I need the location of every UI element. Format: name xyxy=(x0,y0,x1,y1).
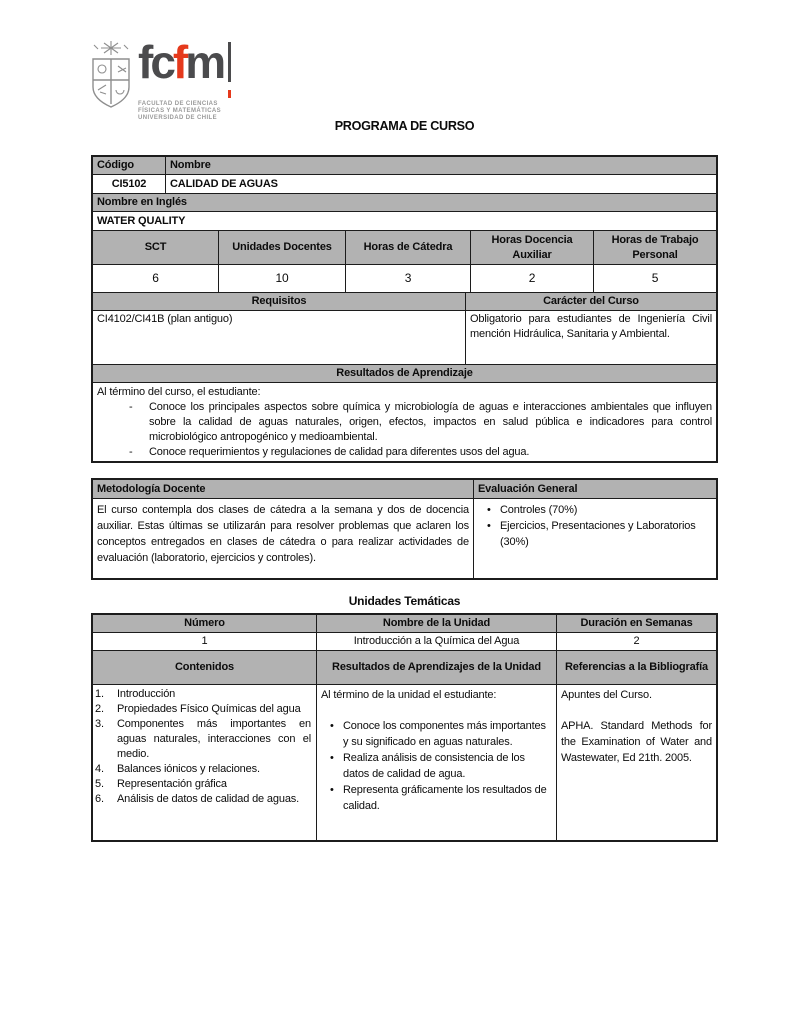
logo-caption-line: UNIVERSIDAD DE CHILE xyxy=(138,115,218,121)
university-shield-icon xyxy=(88,40,134,114)
requisitos-value-cell: CI4102/CI41B (plan antiguo) xyxy=(97,313,233,325)
metodologia-text-cell: El curso contempla dos clases de cátedra a la semana y dos de docencia auxiliar. Estas últimas se utilizarán para resolver problemas que aclaren los conceptos entregados en clases de cátedra o para realizar actividades de evaluación (laboratorio, ejercicios y controles). xyxy=(97,504,469,564)
table-row xyxy=(93,480,716,498)
nombre-ingles-header-cell: Nombre en Inglés xyxy=(93,194,716,211)
metodologia-header-cell: Metodología Docente xyxy=(93,480,473,498)
evaluacion-list-cell xyxy=(473,499,716,578)
resultado-item: - Conoce los principales aspectos sobre química y microbiología de aguas e interacciones ambientales que influyen sobre la calidad de aguas naturales, origen, efectos, impactos en salud pública e indicadores para control microbiológico antropogénico y medioambiental. xyxy=(97,400,712,445)
resultados-unidad-content-cell xyxy=(316,685,556,840)
logo-letter-m: m xyxy=(185,36,224,88)
table-row xyxy=(93,174,716,193)
horas-trabajo-personal-header-cell: Horas de Trabajo Personal xyxy=(593,231,716,264)
course-info-table xyxy=(91,155,718,463)
resultados-intro-text: Al término del curso, el estudiante: xyxy=(97,386,261,398)
horas-catedra-value-cell: 3 xyxy=(345,265,470,292)
duracion-value-cell: 2 xyxy=(556,633,716,650)
numero-header-cell: Número xyxy=(93,615,316,632)
fcfm-logo xyxy=(88,36,231,122)
horas-trabajo-personal-value-cell: 5 xyxy=(593,265,716,292)
contenido-item: Representación gráfica xyxy=(117,778,227,790)
logo-caption-line: FACULTAD DE CIENCIAS xyxy=(138,101,218,107)
table-row xyxy=(93,615,716,632)
star-rays xyxy=(94,41,128,55)
spacer xyxy=(321,703,552,718)
nombre-unidad-header-cell: Nombre de la Unidad xyxy=(316,615,556,632)
contenido-item: Componentes más importantes en aguas naturales, interacciones con el medio. xyxy=(117,718,311,760)
logo-wordmark xyxy=(138,36,231,98)
horas-catedra-header-cell: Horas de Cátedra xyxy=(345,231,470,264)
table-row xyxy=(93,364,716,382)
table-row xyxy=(93,211,716,230)
table-row xyxy=(93,264,716,292)
logo-vertical-bar xyxy=(228,42,231,98)
contenido-item: Análisis de datos de calidad de aguas. xyxy=(117,793,300,805)
evaluacion-item: • Ejercicios, Presentaciones y Laboratorios (30%) xyxy=(478,518,712,550)
referencias-header-cell: Referencias a la Bibliografía xyxy=(556,651,716,684)
spacer xyxy=(561,703,712,718)
resultado-unidad-item: • Realiza análisis de consistencia de los datos de calidad de agua. xyxy=(321,750,552,782)
requisitos-header-cell: Requisitos xyxy=(93,293,465,310)
unidades-docentes-value-cell: 10 xyxy=(218,265,345,292)
referencias-content-cell xyxy=(556,685,716,840)
unidades-tematicas-table xyxy=(91,613,718,842)
table-row xyxy=(93,193,716,211)
unidades-docentes-header-cell: Unidades Docentes xyxy=(218,231,345,264)
table-row xyxy=(93,650,716,684)
nombre-value-cell: CALIDAD DE AGUAS xyxy=(165,175,716,193)
resultados-aprendizaje-header-cell: Resultados de Aprendizaje xyxy=(93,365,716,382)
sct-value-cell: 6 xyxy=(152,271,159,285)
contenido-item: Balances iónicos y relaciones. xyxy=(117,763,260,775)
nombre-ingles-value-cell: WATER QUALITY xyxy=(97,214,186,227)
codigo-header-cell: Código xyxy=(93,157,165,174)
nombre-unidad-value-cell: Introducción a la Química del Agua xyxy=(316,633,556,650)
resultado-item: - Conoce requerimientos y regulaciones de calidad para diferentes usos del agua. xyxy=(97,445,712,460)
table-row xyxy=(93,292,716,310)
resultados-unidad-header-cell: Resultados de Aprendizajes de la Unidad xyxy=(316,651,556,684)
referencia-paragraph: APHA. Standard Methods for the Examination of Water and Wastewater, Ed 21th. 2005. xyxy=(561,720,712,764)
numero-value-cell: 1 xyxy=(201,635,208,647)
methodology-table xyxy=(91,478,718,580)
caracter-value-cell: Obligatorio para estudiantes de Ingeniería Civil mención Hidráulica, Sanitaria y Ambiental. xyxy=(465,311,716,364)
table-row xyxy=(93,684,716,840)
page-title: PROGRAMA DE CURSO xyxy=(334,118,475,133)
logo-letters-fc: fc xyxy=(138,36,173,88)
logo-text-block xyxy=(138,36,231,122)
horas-docencia-auxiliar-header-cell: Horas Docencia Auxiliar xyxy=(470,231,593,264)
contenido-item: Introducción xyxy=(117,688,176,700)
unidades-tematicas-heading: Unidades Temáticas xyxy=(348,594,461,608)
codigo-value-cell: CI5102 xyxy=(111,177,147,190)
duracion-header-cell: Duración en Semanas xyxy=(556,615,716,632)
table-row xyxy=(93,157,716,174)
contenidos-header-cell: Contenidos xyxy=(93,651,316,684)
logo-letter-f-red: f xyxy=(172,36,186,88)
resultados-unidad-intro: Al término de la unidad el estudiante: xyxy=(321,689,497,701)
table-row xyxy=(93,382,716,461)
resultados-aprendizaje-content-cell xyxy=(93,383,716,461)
table-row xyxy=(93,498,716,578)
resultado-unidad-item: • Representa gráficamente los resultados de calidad. xyxy=(321,782,552,814)
logo-caption-line: FÍSICAS Y MATEMÁTICAS xyxy=(138,108,222,114)
nombre-header-cell: Nombre xyxy=(165,157,716,174)
evaluacion-item: • Controles (70%) xyxy=(478,502,712,518)
resultado-unidad-item: • Conoce los componentes más importantes y su significado en aguas naturales. xyxy=(321,718,552,750)
logo-fcfm-text xyxy=(138,36,224,88)
sct-header-cell: SCT xyxy=(93,231,218,264)
table-row xyxy=(93,632,716,650)
table-row xyxy=(93,310,716,364)
referencia-paragraph: Apuntes del Curso. xyxy=(561,689,652,701)
evaluacion-header-cell: Evaluación General xyxy=(473,480,716,498)
caracter-header-cell: Carácter del Curso xyxy=(465,293,716,310)
table-row xyxy=(93,230,716,264)
contenidos-list-cell xyxy=(93,685,316,840)
horas-docencia-auxiliar-value-cell: 2 xyxy=(470,265,593,292)
contenido-item: Propiedades Físico Químicas del agua xyxy=(117,703,301,715)
